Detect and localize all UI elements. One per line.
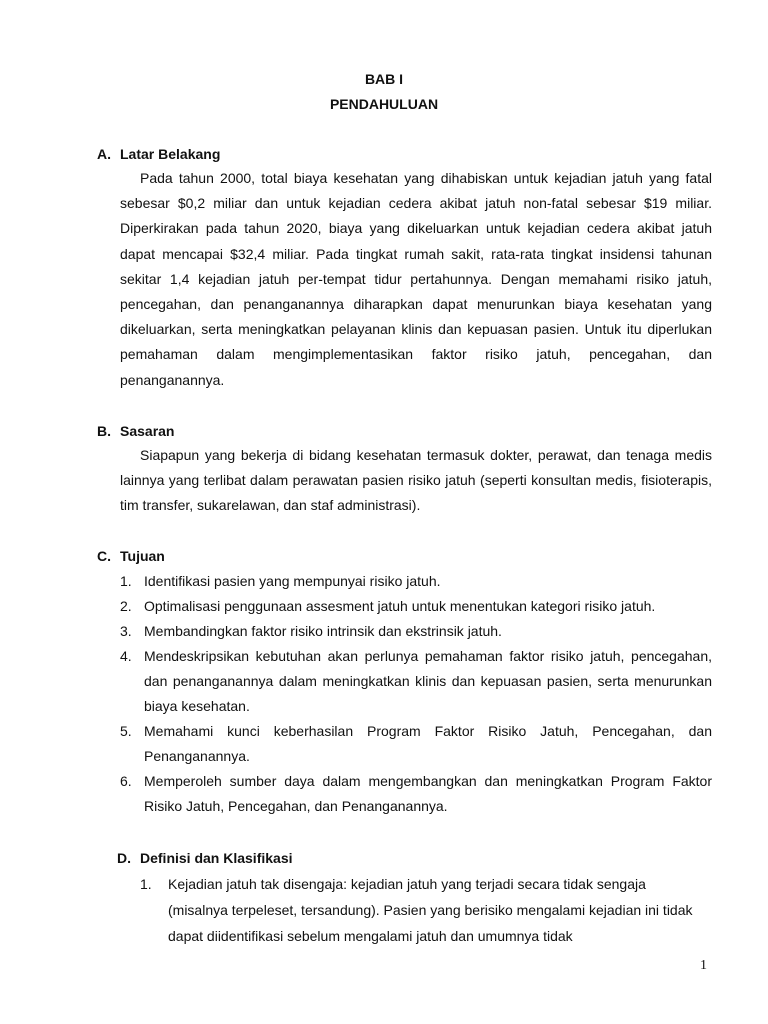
- list-number: 3.: [120, 623, 132, 639]
- definitions-list: [140, 871, 700, 949]
- list-number: 6.: [120, 773, 132, 789]
- list-text: Mendeskripsikan kebutuhan akan perlunya pemahaman faktor risiko jatuh, pencegahan, dan penanganannya dalam meningkatkan klinis dan kepuasan pasien, serta menurunkan biaya kesehatan.: [144, 648, 712, 714]
- list-item: [140, 871, 700, 949]
- section-heading-c: [97, 547, 165, 565]
- list-item: [120, 769, 712, 819]
- section-heading-b: [97, 422, 174, 440]
- section-letter: A.: [97, 146, 111, 162]
- section-title: Latar Belakang: [120, 146, 221, 162]
- list-item: [120, 619, 712, 644]
- list-item: [120, 644, 712, 719]
- list-text: Kejadian jatuh tak disengaja: kejadian jatuh yang terjadi secara tidak sengaja (misalnya terpeleset, tersandung). Pasien yang berisiko mengalami kejadian ini tidak dapat diidentifikasi sebelum mengalami jatuh dan umumnya tidak: [168, 876, 693, 944]
- page-number: 1: [700, 958, 707, 973]
- list-number: 1.: [140, 876, 152, 892]
- section-letter: C.: [97, 548, 111, 564]
- section-heading-d: [117, 849, 293, 867]
- list-item: [120, 719, 712, 769]
- section-heading-a: [97, 145, 220, 163]
- section-title: Tujuan: [120, 548, 165, 564]
- list-text: Memperoleh sumber daya dalam mengembangkan dan meningkatkan Program Faktor Risiko Jatuh, Pencegahan, dan Penanganannya.: [144, 773, 712, 814]
- section-title: Definisi dan Klasifikasi: [140, 850, 293, 866]
- section-title: Sasaran: [120, 423, 175, 439]
- list-number: 1.: [120, 573, 132, 589]
- chapter-number: BAB I: [364, 71, 404, 87]
- list-text: Identifikasi pasien yang mempunyai risiko jatuh.: [144, 573, 441, 589]
- list-number: 2.: [120, 598, 132, 614]
- chapter-title: PENDAHULUAN: [329, 96, 439, 112]
- objectives-list: [120, 569, 712, 819]
- list-text: Membandingkan faktor risiko intrinsik dan ekstrinsik jatuh.: [144, 623, 502, 639]
- section-b-paragraph: Siapapun yang bekerja di bidang kesehatan termasuk dokter, perawat, dan tenaga medis lainnya yang terlibat dalam perawatan pasien risiko jatuh (seperti konsultan medis, fisioterapis, tim transfer, sukarelawan, dan staf administrasi).: [120, 447, 712, 514]
- list-number: 4.: [120, 648, 132, 664]
- list-text: Memahami kunci keberhasilan Program Faktor Risiko Jatuh, Pencegahan, dan Penanganannya.: [144, 723, 712, 764]
- list-number: 5.: [120, 723, 132, 739]
- section-letter: B.: [97, 423, 111, 439]
- list-item: [120, 569, 712, 594]
- section-a-paragraph: Pada tahun 2000, total biaya kesehatan yang dihabiskan untuk kejadian jatuh yang fatal sebesar $0,2 miliar dan untuk kejadian cedera akibat jatuh non-fatal sebesar $19 miliar. Diperkirakan pada tahun 2020, biaya yang dikeluarkan untuk kejadian cedera akibat jatuh dapat mencapai $32,4 miliar. Pada tingkat rumah sakit, rata-rata tingkat insidensi tahunan sekitar 1,4 kejadian jatuh per-tempat tidur pertahunnya. Dengan memahami risiko jatuh, pencegahan, dan penanganannya diharapkan dapat menurunkan biaya kesehatan yang dikeluarkan, serta meningkatkan pelayanan klinis dan kepuasan pasien. Untuk itu diperlukan pemahaman dalam mengimplementasikan faktor risiko jatuh, pencegahan, dan penanganannya.: [120, 170, 712, 388]
- section-letter: D.: [117, 850, 131, 866]
- list-text: Optimalisasi penggunaan assesment jatuh untuk menentukan kategori risiko jatuh.: [144, 598, 656, 614]
- list-item: [120, 594, 712, 619]
